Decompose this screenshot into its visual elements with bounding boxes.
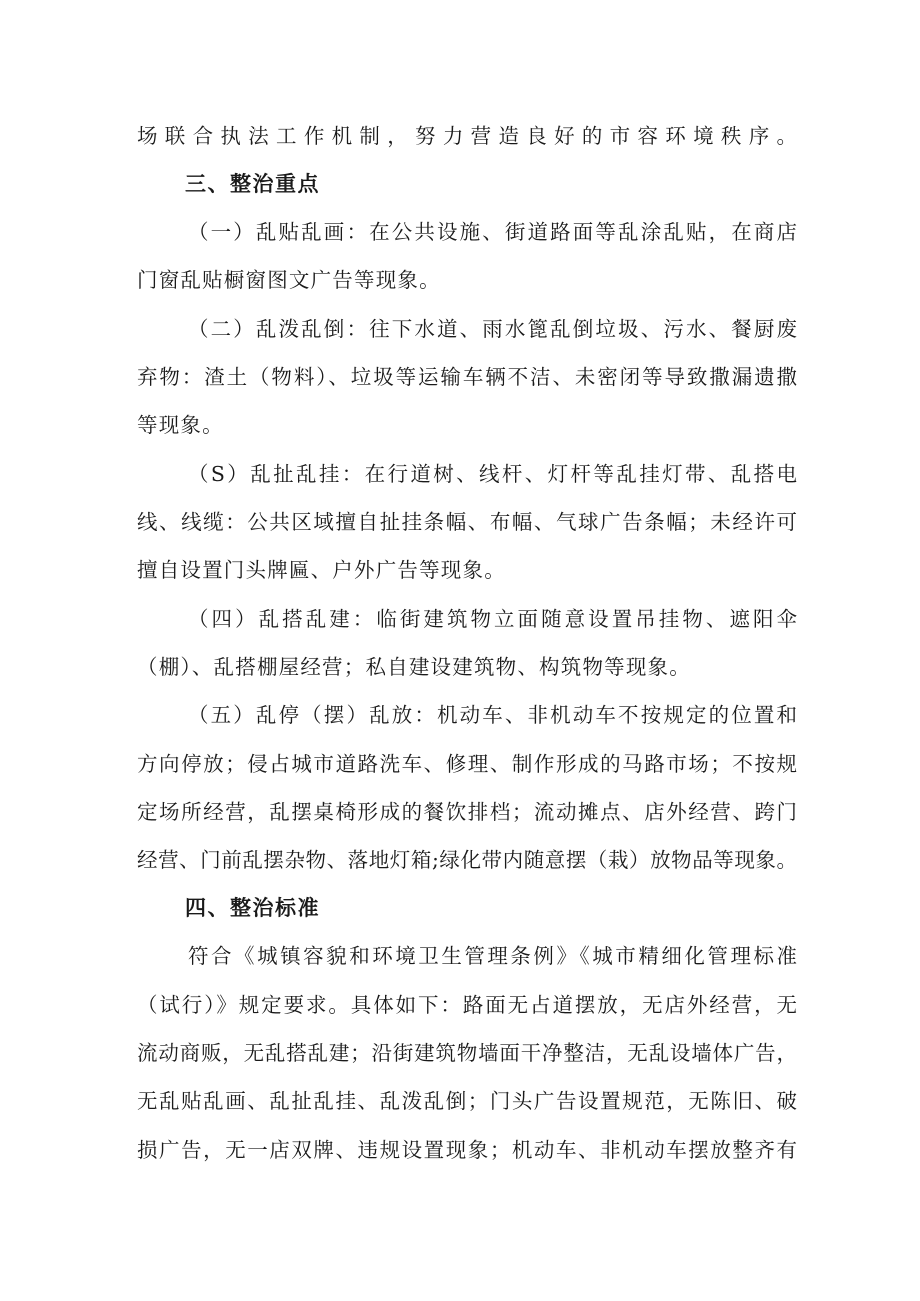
paragraph-line: 损广告，无一店双牌、违规设置现象；机动车、非机动车摆放整齐有: [137, 1138, 797, 1162]
paragraph-line: （S）乱扯乱挂：在行道树、线杆、灯杆等乱挂灯带、乱搭电: [188, 462, 797, 486]
paragraph-line: （五）乱停（摆）乱放：机动车、非机动车不按规定的位置和: [188, 703, 797, 727]
paragraph-line: 无乱贴乱画、乱扯乱挂、乱泼乱倒；门头广告设置规范，无陈旧、破: [137, 1089, 797, 1113]
paragraph-line: 弃物：渣土（物料）、垃圾等运输车辆不洁、未密闭等导致撒漏遗撒: [137, 365, 797, 389]
paragraph-line: 线、线缆：公共区域擅自扯挂条幅、布幅、气球广告条幅；未经许可: [137, 510, 797, 534]
paragraph-line: 定场所经营，乱摆桌椅形成的餐饮排档；流动摊点、店外经营、跨门: [137, 800, 797, 824]
section-heading-focus: 三、整治重点: [185, 172, 320, 196]
paragraph-line: （四）乱搭乱建：临街建筑物立面随意设置吊挂物、遮阳伞: [188, 607, 797, 631]
paragraph-line: 等现象。: [137, 413, 224, 437]
paragraph-line: 经营、门前乱摆杂物、落地灯箱;绿化带内随意摆（栽）放物品等现象。: [137, 848, 797, 872]
paragraph-line: 流动商贩，无乱搭乱建；沿街建筑物墙面干净整洁，无乱设墙体广告，: [137, 1041, 797, 1065]
paragraph-line: 符合《城镇容貌和环境卫生管理条例》《城市精细化管理标准: [188, 944, 797, 968]
paragraph-line: （棚）、乱搭棚屋经营；私自建设建筑物、构筑物等现象。: [137, 655, 691, 679]
paragraph-line: 方向停放；侵占城市道路洗车、修理、制作形成的马路市场；不按规: [137, 752, 797, 776]
paragraph-line: （试行）》规定要求。具体如下：路面无占道摆放，无店外经营，无: [137, 993, 797, 1017]
paragraph-line: 场联合执法工作机制，努力营造良好的市容环境秩序。: [137, 124, 797, 148]
section-heading-standard: 四、整治标准: [185, 896, 320, 920]
paragraph-line: 门窗乱贴橱窗图文广告等现象。: [137, 268, 441, 292]
paragraph-line: （一）乱贴乱画：在公共设施、街道路面等乱涂乱贴，在商店: [188, 220, 797, 244]
paragraph-line: （二）乱泼乱倒：往下水道、雨水篦乱倒垃圾、污水、餐厨废: [188, 317, 797, 341]
paragraph-line: 擅自设置门头牌匾、户外广告等现象。: [137, 558, 506, 582]
